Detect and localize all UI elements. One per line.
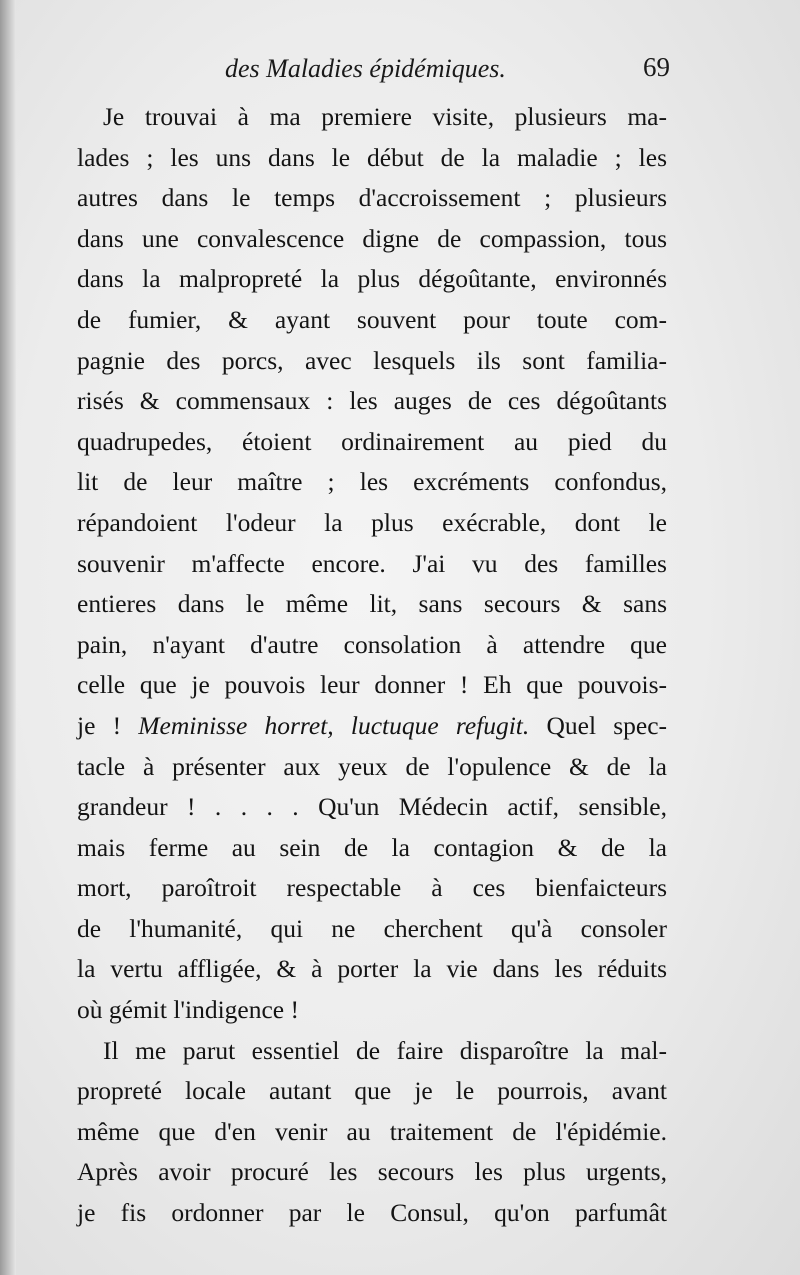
- text-line: propreté locale autant que je le pourrois, avant: [77, 1076, 667, 1106]
- text-line: la vertu affligée, & à porter la vie dans les réduits: [77, 954, 667, 984]
- text-line: tacle à présenter aux yeux de l'opulence & de la: [77, 751, 667, 781]
- text-line: pagnie des porcs, avec lesquels ils sont familia-: [77, 345, 667, 375]
- page-header: [80, 50, 670, 90]
- text-line: autres dans le temps d'accroissement ; plusieurs: [77, 183, 667, 213]
- running-title: des Maladies épidémiques.: [225, 54, 506, 83]
- text-line: pain, n'ayant d'autre consolation à attendre que: [77, 629, 667, 659]
- text-line: quadrupedes, étoient ordinairement au pied du: [77, 426, 667, 456]
- text-line: celle que je pouvois leur donner ! Eh que pouvois-: [77, 670, 667, 700]
- line-start: je !: [77, 710, 122, 740]
- text-line: entieres dans le même lit, sans secours & sans: [77, 589, 667, 619]
- text-line-with-latin-quote: [77, 706, 667, 747]
- latin-quotation: Meminisse horret, luctuque refugit.: [138, 710, 530, 740]
- text-line: dans la malpropreté la plus dégoûtante, environnés: [77, 264, 667, 294]
- text-line: lit de leur maître ; les excréments confondus,: [77, 467, 667, 497]
- page-gutter-shadow: [0, 0, 16, 1275]
- text-line: répandoient l'odeur la plus exécrable, dont le: [77, 507, 667, 537]
- body-text: [77, 97, 667, 1234]
- text-line: lades ; les uns dans le début de la maladie ; les: [77, 142, 667, 172]
- text-line: dans une convalescence digne de compassion, tous: [77, 223, 667, 253]
- line-end: Quel spec-: [546, 710, 668, 740]
- text-line: où gémit l'indigence !: [77, 995, 299, 1025]
- text-line: Il me parut essentiel de faire disparoître la mal-: [103, 1035, 667, 1065]
- text-line: mais ferme au sein de la contagion & de la: [77, 832, 667, 862]
- page-number: 69: [643, 52, 670, 82]
- text-line: grandeur ! . . . . Qu'un Médecin actif, sensible,: [77, 792, 667, 822]
- text-line: risés & commensaux : les auges de ces dégoûtants: [77, 386, 667, 416]
- text-line: je fis ordonner par le Consul, qu'on parfumât: [77, 1198, 667, 1228]
- text-line: Je trouvai à ma premiere visite, plusieurs ma-: [103, 102, 667, 131]
- text-line: même que d'en venir au traitement de l'épidémie.: [77, 1116, 667, 1146]
- text-line: de fumier, & ayant souvent pour toute com-: [77, 304, 667, 334]
- text-line: Après avoir procuré les secours les plus urgents,: [77, 1157, 667, 1187]
- text-line: souvenir m'affecte encore. J'ai vu des familles: [77, 548, 667, 578]
- text-line: de l'humanité, qui ne cherchent qu'à consoler: [77, 913, 667, 943]
- text-line: mort, paroîtroit respectable à ces bienfaicteurs: [77, 873, 667, 903]
